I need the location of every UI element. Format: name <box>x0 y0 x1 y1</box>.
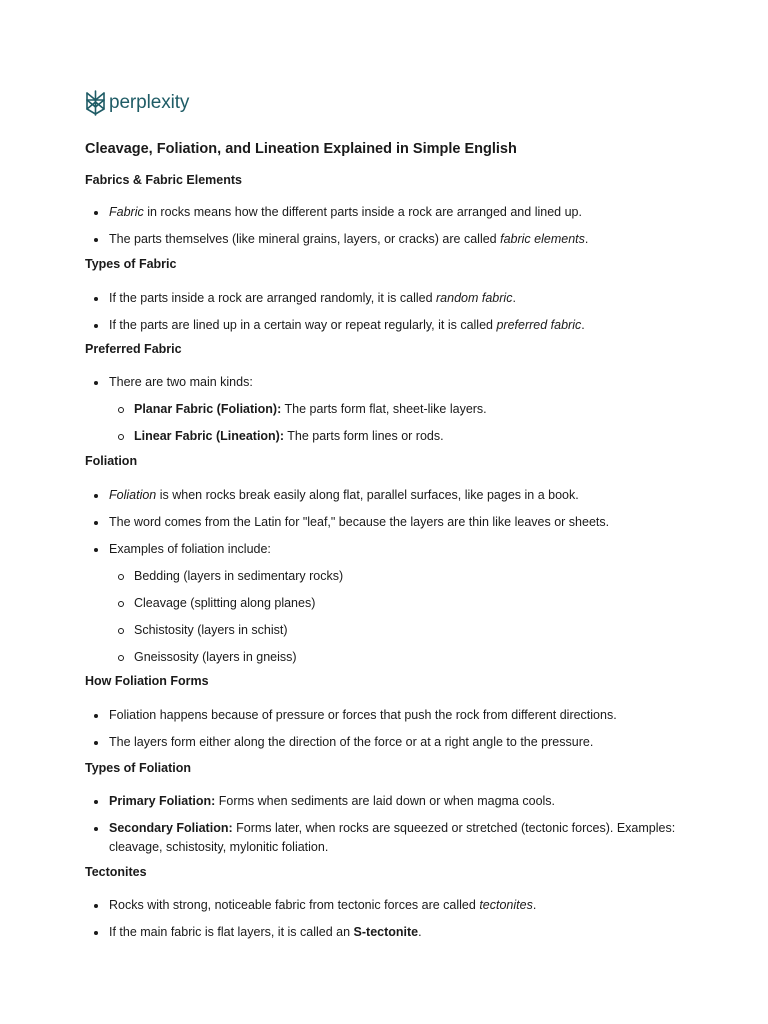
list-item <box>85 896 695 915</box>
item-text: . <box>581 318 585 332</box>
item-text: . <box>532 898 537 912</box>
item-text: The parts themselves (like mineral grains, layers, or cracks) are called <box>109 232 501 246</box>
item-text: Bedding (layers in sedimentary rocks) <box>134 569 344 583</box>
emphasis-text: random fabric <box>436 291 513 305</box>
emphasis-text: Foliation <box>109 488 157 502</box>
item-text: Rocks with strong, noticeable fabric from tectonic forces are called <box>109 898 480 912</box>
item-text: in rocks means how the different parts inside a rock are arranged and lined up. <box>143 205 582 219</box>
document-content <box>85 139 695 942</box>
emphasis-text: preferred fabric <box>496 318 582 332</box>
list-item <box>85 230 695 249</box>
section-heading-how-foliation-forms: How Foliation Forms <box>85 674 209 688</box>
emphasis-text: tectonites <box>479 898 533 912</box>
types-of-fabric-list <box>85 289 695 335</box>
list-item <box>85 486 695 505</box>
bold-label: Secondary Foliation: <box>109 821 233 835</box>
sub-list-item <box>85 427 695 446</box>
fabrics-list <box>85 203 695 249</box>
item-text: . <box>512 291 516 305</box>
emphasis-text: fabric elements <box>500 232 585 246</box>
item-text: There are two main kinds: <box>109 375 253 389</box>
item-text: Gneissosity (layers in gneiss) <box>134 650 297 664</box>
sub-list-item <box>85 648 695 667</box>
list-item <box>85 203 695 222</box>
preferred-fabric-list <box>85 373 695 446</box>
section-heading-foliation: Foliation <box>85 454 138 468</box>
types-of-foliation-list <box>85 792 695 857</box>
page-title: Cleavage, Foliation, and Lineation Explained in Simple English <box>85 141 517 157</box>
logo-wordmark: perplexity <box>109 92 190 113</box>
list-item <box>85 792 695 811</box>
perplexity-logo <box>85 89 189 117</box>
list-item <box>85 540 695 559</box>
list-item <box>85 819 695 857</box>
section-heading-tectonites: Tectonites <box>85 865 147 879</box>
item-text: . <box>584 232 589 246</box>
sub-list-item <box>85 621 695 640</box>
bold-label: Linear Fabric (Lineation): <box>134 429 285 443</box>
section-heading-types-of-foliation: Types of Foliation <box>85 761 192 775</box>
list-item <box>85 373 695 392</box>
section-heading-fabrics: Fabrics & Fabric Elements <box>85 173 243 187</box>
item-text: Examples of foliation include: <box>109 542 271 556</box>
item-text: If the parts are lined up in a certain way or repeat regularly, it is called <box>109 318 497 332</box>
item-text: The layers form either along the direction of the force or at a right angle to the pressure. <box>109 735 594 749</box>
item-text: If the parts inside a rock are arranged randomly, it is called <box>109 291 437 305</box>
list-item <box>85 923 695 942</box>
section-heading-preferred-fabric: Preferred Fabric <box>85 342 182 356</box>
perplexity-logo-icon <box>85 90 106 116</box>
emphasis-text: Fabric <box>109 205 144 219</box>
bold-label: Primary Foliation: <box>109 794 216 808</box>
bold-label: S-tectonite <box>353 925 419 939</box>
sub-list-item <box>85 594 695 613</box>
item-text: If the main fabric is flat layers, it is called an <box>109 925 354 939</box>
list-item <box>85 706 695 725</box>
item-text: The parts form flat, sheet-like layers. <box>281 402 487 416</box>
foliation-list <box>85 486 695 667</box>
item-text: . <box>418 925 422 939</box>
tectonites-list <box>85 896 695 942</box>
list-item <box>85 316 695 335</box>
item-text: Forms when sediments are laid down or when magma cools. <box>215 794 556 808</box>
item-text: is when rocks break easily along flat, parallel surfaces, like pages in a book. <box>156 488 579 502</box>
list-item <box>85 513 695 532</box>
sub-list-item <box>85 567 695 586</box>
how-foliation-forms-list <box>85 706 695 752</box>
item-text: The word comes from the Latin for "leaf," because the layers are thin like leaves or sheets. <box>109 515 610 529</box>
sub-list-item <box>85 400 695 419</box>
item-text: Schistosity (layers in schist) <box>134 623 288 637</box>
list-item <box>85 289 695 308</box>
item-text: Cleavage (splitting along planes) <box>134 596 316 610</box>
bold-label: Planar Fabric (Foliation): <box>134 402 282 416</box>
item-text: Foliation happens because of pressure or forces that push the rock from different directions. <box>109 708 617 722</box>
item-text: The parts form lines or rods. <box>284 429 444 443</box>
item-text: Forms later, when rocks are squeezed or stretched (tectonic forces). Examples: cleavage, schistosity, mylonitic foliation. <box>109 821 676 854</box>
section-heading-types-of-fabric: Types of Fabric <box>85 257 177 271</box>
list-item <box>85 733 695 752</box>
